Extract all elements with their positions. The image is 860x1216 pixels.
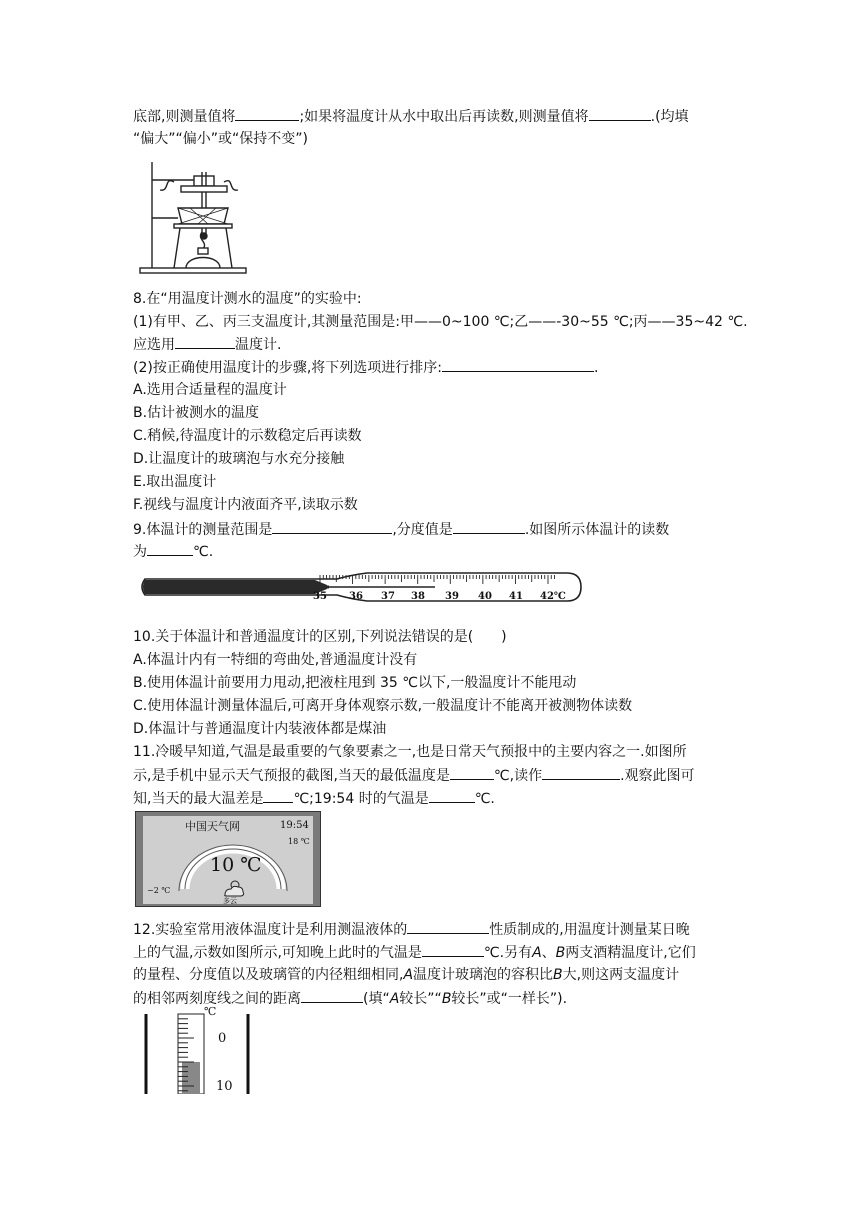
liquid-thermometer-figure [140, 1006, 252, 1094]
q12-text-l: 较长”“ [399, 991, 442, 1007]
q12-var-b: B [555, 945, 566, 961]
q12-text-i: 大,则这两支温度计 [562, 967, 680, 983]
q12-var-a3: A [389, 991, 400, 1007]
q8-option-c: C.稍候,待温度计的示数稳定后再读数 [133, 428, 362, 444]
thermometer-label-35: 35 [313, 591, 327, 602]
q8-part1-text-b: 温度计. [235, 337, 282, 353]
q8-option-a: A.选用合适量程的温度计 [133, 382, 287, 398]
q12-var-b3: B [441, 991, 452, 1007]
q9-text-c: .如图所示体温计的读数 [524, 522, 670, 538]
heating-apparatus-figure [138, 156, 250, 276]
q7-line-1 [133, 105, 689, 128]
q9-text-b: ,分度值是 [392, 522, 453, 538]
q12-text-b: 性质制成的,用温度计测量某日晚 [489, 922, 690, 938]
q12-property-blank[interactable] [407, 918, 489, 934]
q12-text-j: 的相邻两刻度线之间的距离 [133, 991, 301, 1007]
q12-var-b2: B [553, 967, 563, 983]
q12-text-m: 较长”或“一样长”). [451, 991, 568, 1007]
q7-text-a: 底部,则测量值将 [133, 109, 236, 125]
thermometer-label-41: 41 [509, 591, 523, 602]
thermometer-label-37: 37 [381, 591, 395, 602]
q12-text-c: 上的气温,示数如图所示,可知晚上此时的气温是 [133, 945, 422, 961]
q7-text-c: .(均填 [650, 109, 689, 125]
q9-line-1 [133, 518, 669, 541]
q11-text-c: .观察此图可 [620, 768, 695, 784]
weather-time-text: 19:54 [280, 820, 309, 831]
q8-part1-text-a: 应选用 [133, 337, 175, 353]
q8-option-f: F.视线与温度计内液面齐平,读取示数 [133, 497, 358, 513]
q12-line-3 [133, 964, 679, 986]
q7-blank-2[interactable] [589, 105, 651, 121]
q9-division-blank[interactable] [453, 518, 525, 534]
q11-line-1: 11.冷暖早知道,气温是最重要的气象要素之一,也是日常天气预报中的主要内容之一.如图所 [133, 744, 687, 760]
weather-source-text: 中国天气网 [185, 820, 240, 833]
q12-line-1 [133, 918, 690, 941]
thermometer-label-36: 36 [349, 591, 363, 602]
thermometer-label-38: 38 [411, 591, 425, 602]
weather-high-text: 18 ℃ [288, 837, 310, 846]
weather-low-text: −2 ℃ [147, 886, 171, 895]
q8-part2-text: (2)按正确使用温度计的步骤,将下列选项进行排序: [133, 360, 442, 376]
q10-option-b[interactable]: B.使用体温计前要用力甩动,把液柱甩到 35 ℃以下,一般温度计不能甩动 [133, 675, 577, 691]
q11-line-3 [133, 787, 495, 810]
q8-part2-blank[interactable] [442, 356, 594, 372]
q11-temp-blank[interactable] [429, 787, 475, 803]
q11-text-b: ℃,读作 [493, 768, 543, 784]
q8-option-b: B.估计被测水的温度 [133, 405, 260, 421]
q8-part1-answer-line [133, 333, 281, 356]
weather-screenshot-figure [135, 811, 321, 907]
q7-line-2: “偏大”“偏小”或“保持不变”) [133, 131, 308, 147]
q12-text-d: ℃.另有 [483, 945, 533, 961]
q11-text-e: ℃;19:54 时的气温是 [293, 791, 429, 807]
q12-temp-blank[interactable] [422, 941, 484, 957]
q10-title: 10.关于体温计和普通温度计的区别,下列说法错误的是( ) [133, 629, 507, 645]
q10-option-d[interactable]: D.体温计与普通温度计内装液体都是煤油 [133, 721, 387, 737]
q12-text-a: 12.实验室常用液体温度计是利用测温液体的 [133, 922, 408, 938]
weather-current-temp: 10 ℃ [210, 854, 262, 876]
q12-text-k: (填“ [363, 991, 390, 1007]
q7-text-b: ;如果将温度计从水中取出后再读数,则测量值将 [299, 109, 589, 125]
q12-text-f: 两支酒精温度计,它们 [565, 945, 696, 961]
q12-var-a: A [532, 945, 542, 961]
q7-blank-1[interactable] [235, 105, 299, 121]
q9-text-e: ℃. [193, 544, 214, 560]
q11-low-temp-blank[interactable] [450, 764, 494, 780]
thermometer-unit-label: ℃ [204, 1006, 217, 1018]
q8-title: 8.在“用温度计测水的温度”的实验中: [133, 291, 362, 307]
q9-range-blank[interactable] [272, 518, 392, 534]
q10-option-a[interactable]: A.体温计内有一特细的弯曲处,普通温度计没有 [133, 652, 418, 668]
q8-option-e: E.取出温度计 [133, 474, 217, 490]
weather-condition-text: 多云 [223, 897, 237, 905]
q8-part1-text: (1)有甲、乙、丙三支温度计,其测量范围是:甲——0~100 ℃;乙——-30~55 ℃;丙——35~42 ℃. [133, 314, 748, 330]
q12-text-g: 的量程、分度值以及玻璃管的内径粗细相同, [133, 967, 404, 983]
q11-text-a: 示,是手机中显示天气预报的截图,当天的最低温度是 [133, 768, 450, 784]
q12-line-2 [133, 941, 696, 964]
q8-part1-blank[interactable] [175, 333, 235, 349]
q11-diff-blank[interactable] [263, 787, 293, 803]
q11-text-d: 知,当天的最大温差是 [133, 791, 264, 807]
q8-option-d: D.让温度计的玻璃泡与水充分接触 [133, 451, 345, 467]
q8-part2-end: . [594, 360, 599, 376]
q12-distance-blank[interactable] [301, 987, 363, 1003]
q9-text-d: 为 [133, 544, 147, 560]
q12-var-a2: A [403, 967, 414, 983]
q9-text-a: 9.体温计的测量范围是 [133, 522, 273, 538]
q12-text-h: 温度计玻璃泡的容积比 [413, 967, 554, 983]
thermometer-label-42c: 42℃ [540, 591, 566, 602]
thermometer-label-10: 10 [216, 1079, 233, 1094]
thermometer-label-39: 39 [445, 591, 459, 602]
q11-read-as-blank[interactable] [542, 764, 620, 780]
clinical-thermometer-figure [137, 569, 585, 611]
q8-part2-line [133, 356, 598, 379]
q11-line-2 [133, 764, 695, 787]
thermometer-label-0: 0 [218, 1031, 227, 1046]
thermometer-label-40: 40 [478, 591, 492, 602]
q10-option-c[interactable]: C.使用体温计测量体温后,可离开身体观察示数,一般温度计不能离开被测物体读数 [133, 698, 633, 714]
q9-line-2 [133, 540, 213, 563]
q9-reading-blank[interactable] [147, 540, 193, 556]
q12-text-e: 、 [541, 945, 556, 961]
q11-text-f: ℃. [474, 791, 495, 807]
